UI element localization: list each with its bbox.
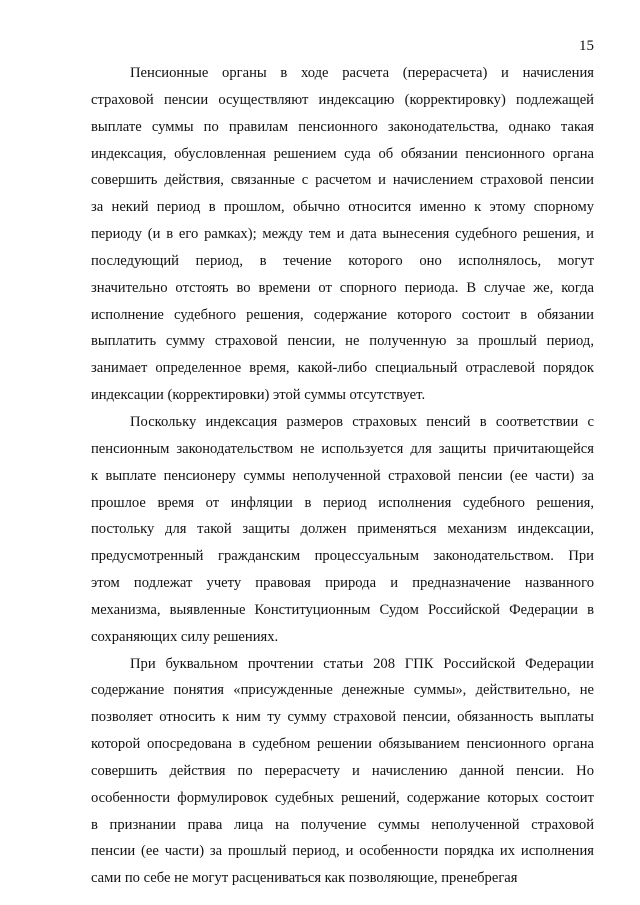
text-line: значительно отстоять во времени от спорного периода. В случае же, когда	[91, 279, 594, 296]
text-line: выплате суммы по правилам пенсионного законодательства, однако такая	[91, 118, 594, 135]
text-line: страховой пенсии осуществляют индексацию (корректировку) подлежащей	[91, 91, 594, 108]
paragraph	[91, 60, 594, 409]
text-line: пенсионным законодательством не используется для защиты причитающейся	[91, 440, 594, 457]
text-line: сами по себе не могут расцениваться как позволяющие, пренебрегая	[91, 870, 518, 887]
text-line: которой опосредована в судебном решении обязыванием пенсионного органа	[91, 736, 594, 753]
text-line: содержание понятия «присужденные денежные суммы», действительно, не	[91, 682, 594, 699]
text-line: постольку для такой защиты должен применяться механизм индексации,	[91, 521, 594, 538]
text-line: этом подлежат учету правовая природа и предназначение названного	[91, 575, 594, 592]
text-line: сохраняющих силу решениях.	[91, 628, 279, 645]
text-line: При буквальном прочтении статьи 208 ГПК Российской Федерации	[130, 655, 594, 672]
text-line: Пенсионные органы в ходе расчета (перерасчета) и начисления	[130, 65, 594, 81]
text-line: выплатить сумму страховой пенсии, не полученную за прошлый период,	[91, 333, 594, 350]
text-line: индексация, обусловленная решением суда об обязании пенсионного органа	[91, 145, 594, 162]
text-line: индексации (корректировки) этой суммы отсутствует.	[91, 387, 426, 404]
text-line: прошлое время от инфляции в период исполнения судебного решения,	[91, 494, 594, 511]
text-line: периоду (и в его рамках); между тем и дата вынесения судебного решения, и	[91, 226, 594, 243]
document-body	[91, 60, 594, 892]
paragraph	[91, 651, 594, 893]
text-line: совершить действия, связанные с расчетом и начислением страховой пенсии	[91, 172, 594, 189]
page-number: 15	[579, 38, 594, 54]
text-line: механизма, выявленные Конституционным Судом Российской Федерации в	[91, 601, 594, 618]
paragraph	[91, 409, 594, 651]
text-line: Поскольку индексация размеров страховых пенсий в соответствии с	[130, 413, 594, 430]
text-line: за некий период в прошлом, обычно относится именно к этому спорному	[91, 199, 594, 216]
text-line: особенности формулировок судебных решений, содержание которых состоит	[91, 789, 594, 806]
text-line: совершить действия по перерасчету и начислению данной пенсии. Но	[91, 762, 594, 779]
text-line: в признании права лица на получение суммы неполученной страховой	[91, 816, 594, 833]
text-line: занимает определенное время, какой-либо специальный отраслевой порядок	[91, 360, 594, 377]
text-line: исполнение судебного решения, содержание которого состоит в обязании	[91, 306, 594, 323]
text-line: к выплате пенсионеру суммы неполученной страховой пенсии (ее части) за	[91, 467, 594, 484]
text-line: позволяет относить к ним ту сумму страховой пенсии, обязанность выплаты	[91, 709, 594, 726]
text-line: предусмотренный гражданским процессуальным законодательством. При	[91, 548, 594, 565]
text-line: пенсии (ее части) за прошлый период, и особенности порядка их исполнения	[91, 843, 594, 860]
text-line: последующий период, в течение которого оно исполнялось, могут	[91, 252, 594, 269]
